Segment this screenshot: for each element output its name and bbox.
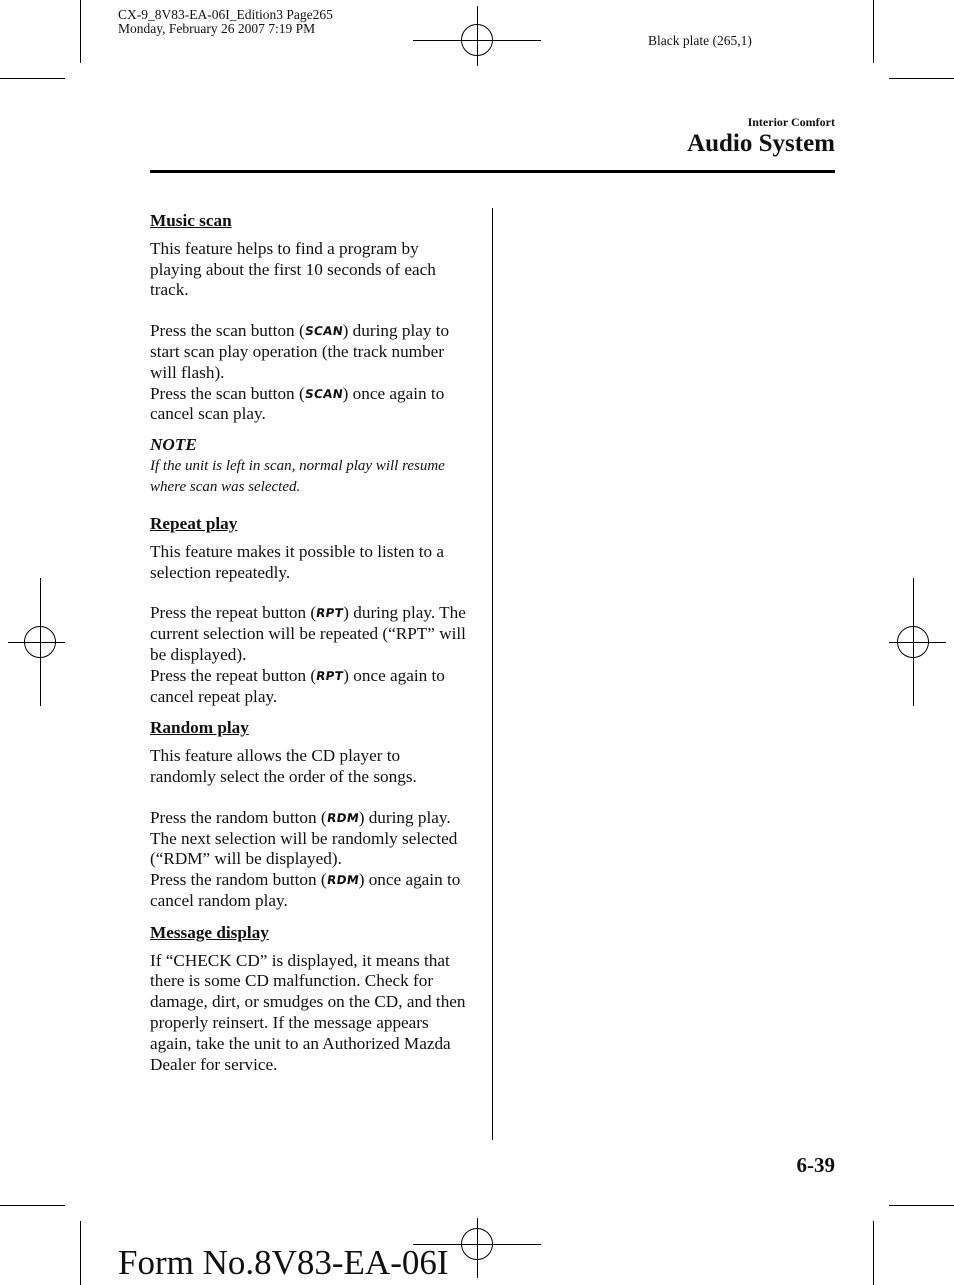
print-slug [118, 8, 333, 36]
registration-right-circle [897, 626, 929, 658]
column-divider [492, 208, 493, 1140]
registration-left-circle [24, 626, 56, 658]
scan-button-icon: SCAN [303, 386, 344, 401]
repeat-play-paragraph-2: Press the repeat button (RPT) once again to cancel repeat play. [150, 665, 445, 706]
crop-mark-tl-vertical [80, 0, 81, 63]
repeat-play-intro: This feature makes it possible to listen to a selection repeatedly. [150, 541, 445, 582]
music-scan-intro: This feature helps to find a program by playing about the first 10 seconds of each track. [150, 238, 436, 300]
section-category: Interior Comfort [747, 115, 835, 129]
crop-mark-bl-horizontal [0, 1205, 65, 1206]
crop-mark-tl-horizontal [0, 78, 65, 79]
repeat-play-paragraph-1: Press the repeat button (RPT) during play. The current selection will be repeated (“RPT” will be displayed). [150, 603, 466, 664]
page-number: 6-39 [796, 1153, 835, 1177]
scan-button-icon: SCAN [303, 324, 344, 339]
registration-bottom-circle [461, 1228, 493, 1260]
crop-mark-br-vertical [873, 1221, 874, 1285]
heading-message-display: Message display [150, 922, 269, 942]
random-play-paragraph-1: Press the random button (RDM) during play. The next selection will be randomly selected (“RDM” will be displayed). [150, 807, 458, 869]
plate-label: Black plate (265,1) [648, 33, 752, 48]
random-play-intro: This feature allows the CD player to randomly select the order of the songs. [150, 746, 417, 786]
music-scan-paragraph-2: Press the scan button (SCAN) once again to cancel scan play. [150, 383, 445, 424]
heading-music-scan: Music scan [150, 211, 232, 230]
heading-random-play: Random play [150, 718, 249, 738]
random-play-paragraph-2: Press the random button (RDM) once again to cancel random play. [150, 870, 461, 910]
slug-line-2: Monday, February 26 2007 7:19 PM [118, 21, 316, 36]
note-text: If the unit is left in scan, normal play will resume where scan was selected. [150, 457, 445, 495]
heading-repeat-play: Repeat play [150, 513, 238, 533]
main-column [150, 211, 468, 1075]
crop-mark-tr-vertical [873, 0, 874, 63]
note-title: NOTE [150, 435, 197, 455]
registration-top-circle [461, 24, 493, 56]
section-title: Audio System [687, 130, 835, 157]
rpt-button-icon: RPT [315, 606, 345, 621]
message-display-text: If “CHECK CD” is displayed, it means that there is some CD malfunction. Check for damage, dirt, or smudges on the CD, and then properly reinsert. If the message appears again, take the unit to an Authorized Mazda Dealer for service. [150, 950, 466, 1074]
rdm-button-icon: RDM [325, 873, 360, 888]
music-scan-paragraph-1: Press the scan button (SCAN) during play to start scan play operation (the track number will flash). [150, 321, 450, 382]
rpt-button-icon: RPT [315, 668, 345, 683]
form-number: Form No.8V83-EA-06I [118, 1243, 449, 1282]
crop-mark-tr-horizontal [889, 78, 954, 79]
header-rule [150, 170, 835, 173]
slug-line-1: CX-9_8V83-EA-06I_Edition3 Page265 [118, 7, 333, 22]
crop-mark-bl-vertical [80, 1221, 81, 1285]
rdm-button-icon: RDM [325, 810, 360, 825]
crop-mark-br-horizontal [889, 1205, 954, 1206]
